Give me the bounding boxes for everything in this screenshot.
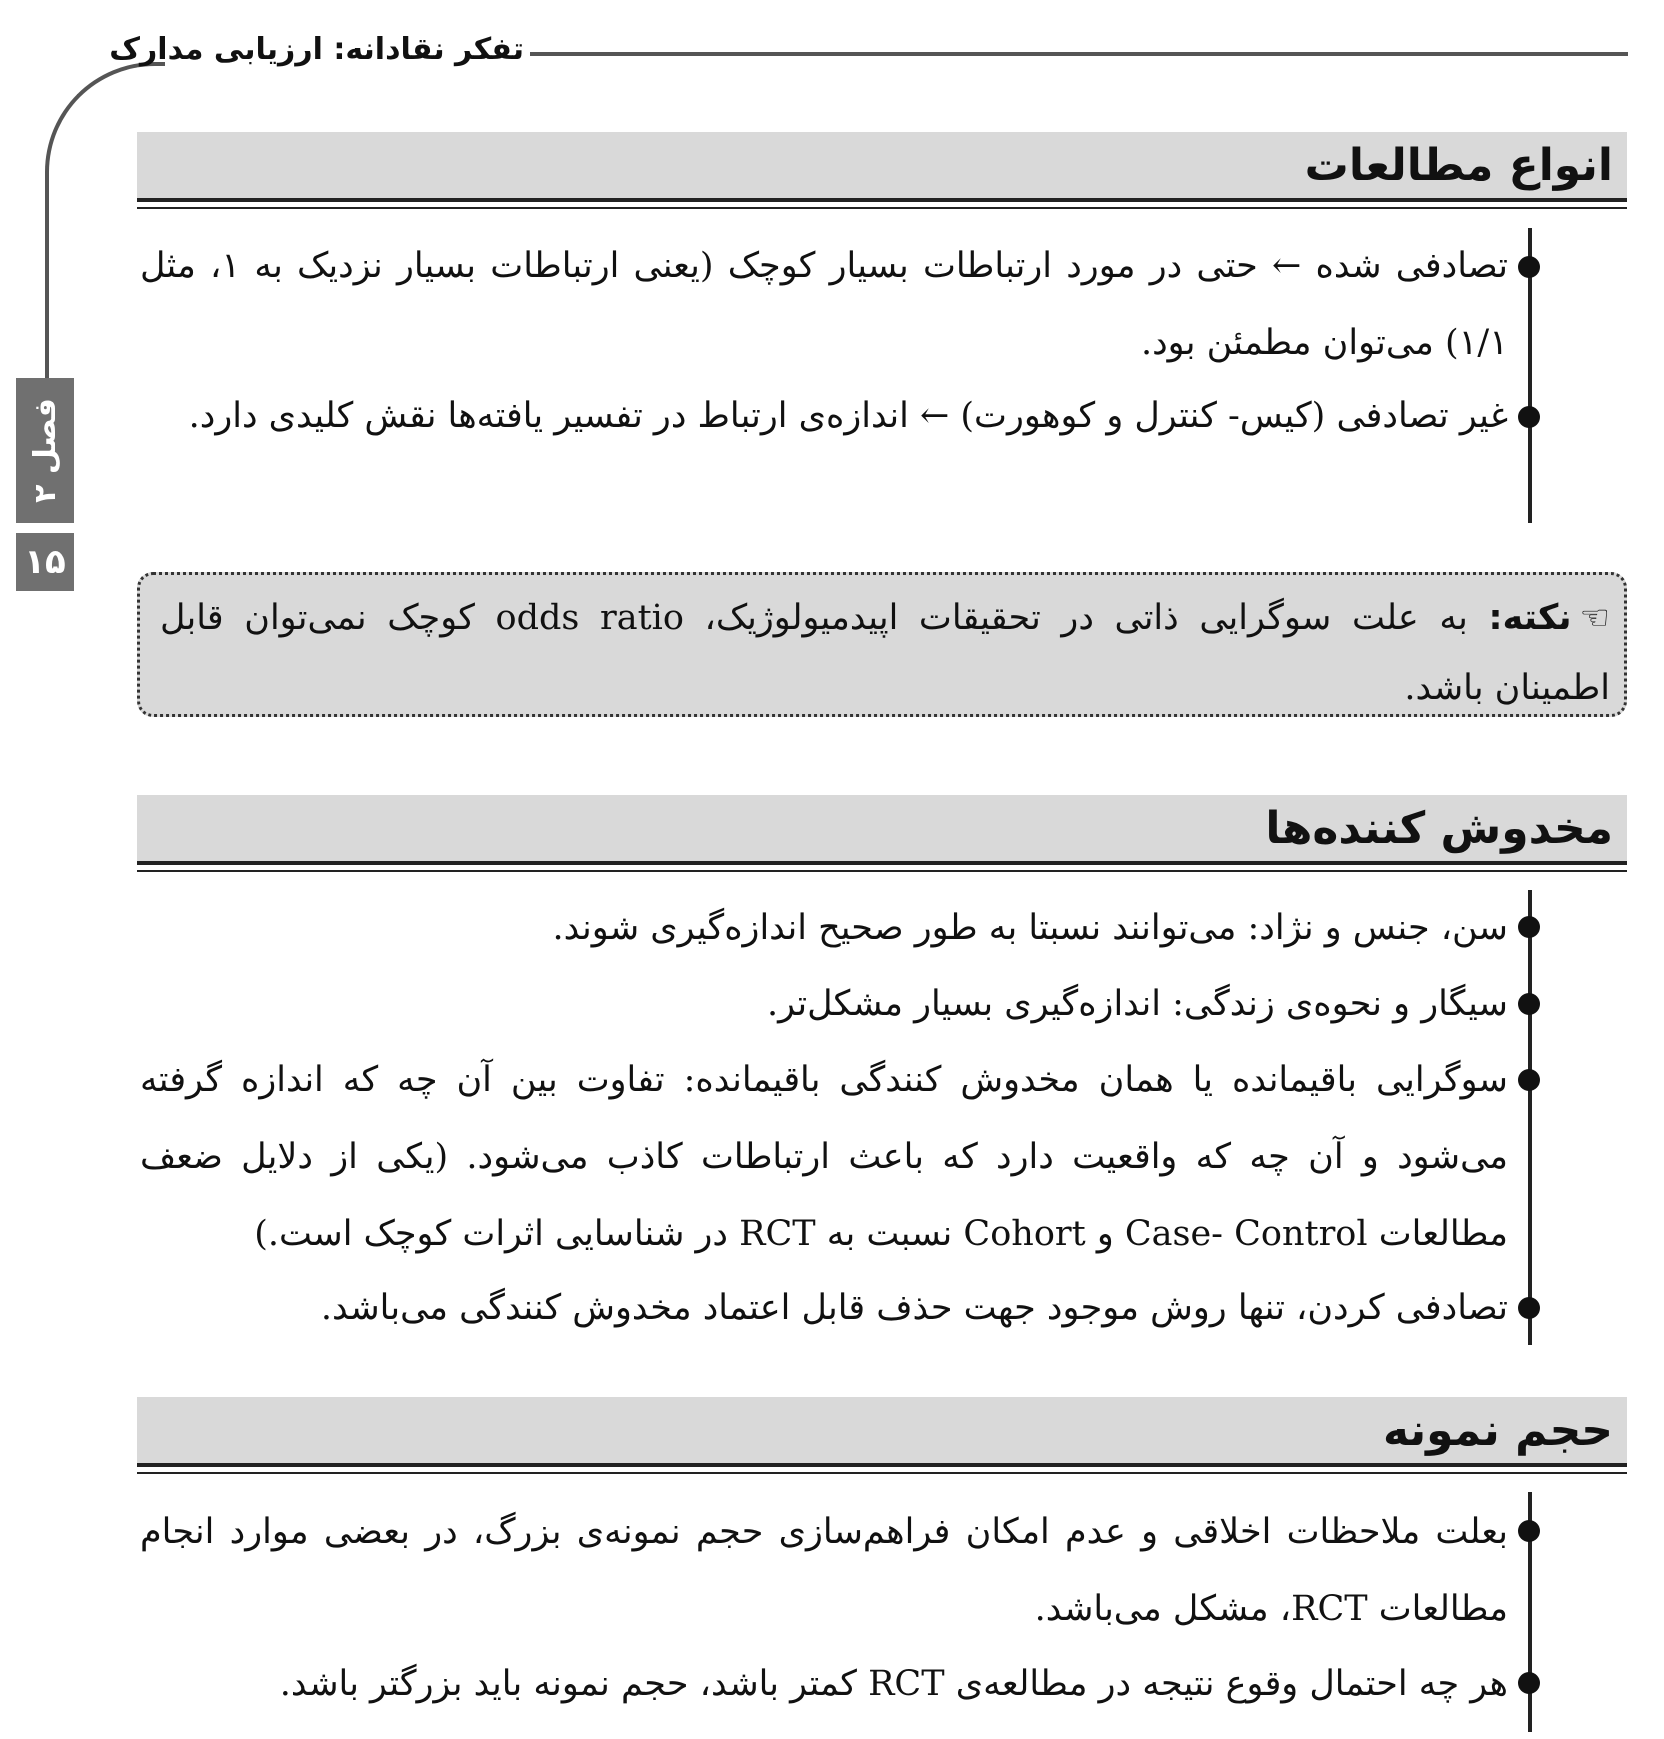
bullet-dot xyxy=(1518,256,1540,278)
chapter-label: فصل ۲ xyxy=(27,398,63,503)
pointing-hand-icon: ☜ xyxy=(1579,598,1610,638)
list-item: تصادفی کردن، تنها روش موجود جهت حذف قابل اعتماد مخدوش کنندگی می‌باشد. xyxy=(320,1288,1508,1328)
section-rule xyxy=(137,207,1627,209)
list-item: سوگرایی باقیمانده یا همان مخدوش کنندگی باقیمانده: تفاوت بین آن چه که اندازه گرفته می‌شود و آن چه که واقعیت دارد که باعث ارتباطات کاذب می‌شود. (یکی از دلایل ضعف مطالعات Case- Control و Cohort نسبت به RCT در شناسایی اثرات کوچک است.) xyxy=(140,1060,1508,1254)
note-text-block xyxy=(160,583,1610,723)
bullet-dot xyxy=(1518,916,1540,938)
note-label: نکته: xyxy=(1488,598,1572,638)
section-header-study-types xyxy=(137,132,1627,202)
bullet-dot xyxy=(1518,406,1540,428)
section-rule xyxy=(137,870,1627,872)
list-item: غیر تصادفی (کیس- کنترل و کوهورت) ← اندازه‌ی ارتباط در تفسیر یافته‌ها نقش کلیدی دارد. xyxy=(188,396,1508,436)
page-number: ۱۵ xyxy=(16,533,74,591)
chapter-tab xyxy=(16,378,74,523)
section-title: مخدوش کننده‌ها xyxy=(1265,803,1613,854)
list-item: هر چه احتمال وقوع نتیجه در مطالعه‌ی RCT کمتر باشد، حجم نمونه باید بزرگتر باشد. xyxy=(279,1664,1508,1704)
bullet-dot xyxy=(1518,1069,1540,1091)
section-header-sample-size xyxy=(137,1397,1627,1467)
list-item: تصادفی شده ← حتی در مورد ارتباطات بسیار کوچک (یعنی ارتباطات بسیار نزدیک به ۱، مثل ۱/۱) می‌توان مطمئن بود. xyxy=(140,246,1508,363)
section-title: انواع مطالعات xyxy=(1304,140,1613,191)
running-header-title: تفکر نقادانه: ارزیابی مدارک xyxy=(109,32,524,67)
note-body: به علت سوگرایی ذاتی در تحقیقات اپیدمیولوژیک، odds ratio کوچک نمی‌توان قابل اطمینان باشد. xyxy=(160,598,1610,708)
section-header-confounders xyxy=(137,795,1627,865)
list-item: بعلت ملاحظات اخلاقی و عدم امکان فراهم‌سازی حجم نمونه‌ی بزرگ، در بعضی موارد انجام مطالعات RCT، مشکل می‌باشد. xyxy=(140,1512,1508,1629)
section-rule xyxy=(137,1472,1627,1474)
header-rule xyxy=(530,52,1628,56)
bullet-dot xyxy=(1518,1672,1540,1694)
bullet-dot xyxy=(1518,1297,1540,1319)
bullet-dot xyxy=(1518,1520,1540,1542)
section-title: حجم نمونه xyxy=(1382,1405,1613,1456)
list-item: سن، جنس و نژاد: می‌توانند نسبتا به طور صحیح اندازه‌گیری شوند. xyxy=(552,908,1508,948)
list-item: سیگار و نحوه‌ی زندگی: اندازه‌گیری بسیار مشکل‌تر. xyxy=(766,984,1508,1024)
bullet-dot xyxy=(1518,993,1540,1015)
bullet-line xyxy=(1528,890,1532,1345)
note-box xyxy=(137,572,1627,717)
